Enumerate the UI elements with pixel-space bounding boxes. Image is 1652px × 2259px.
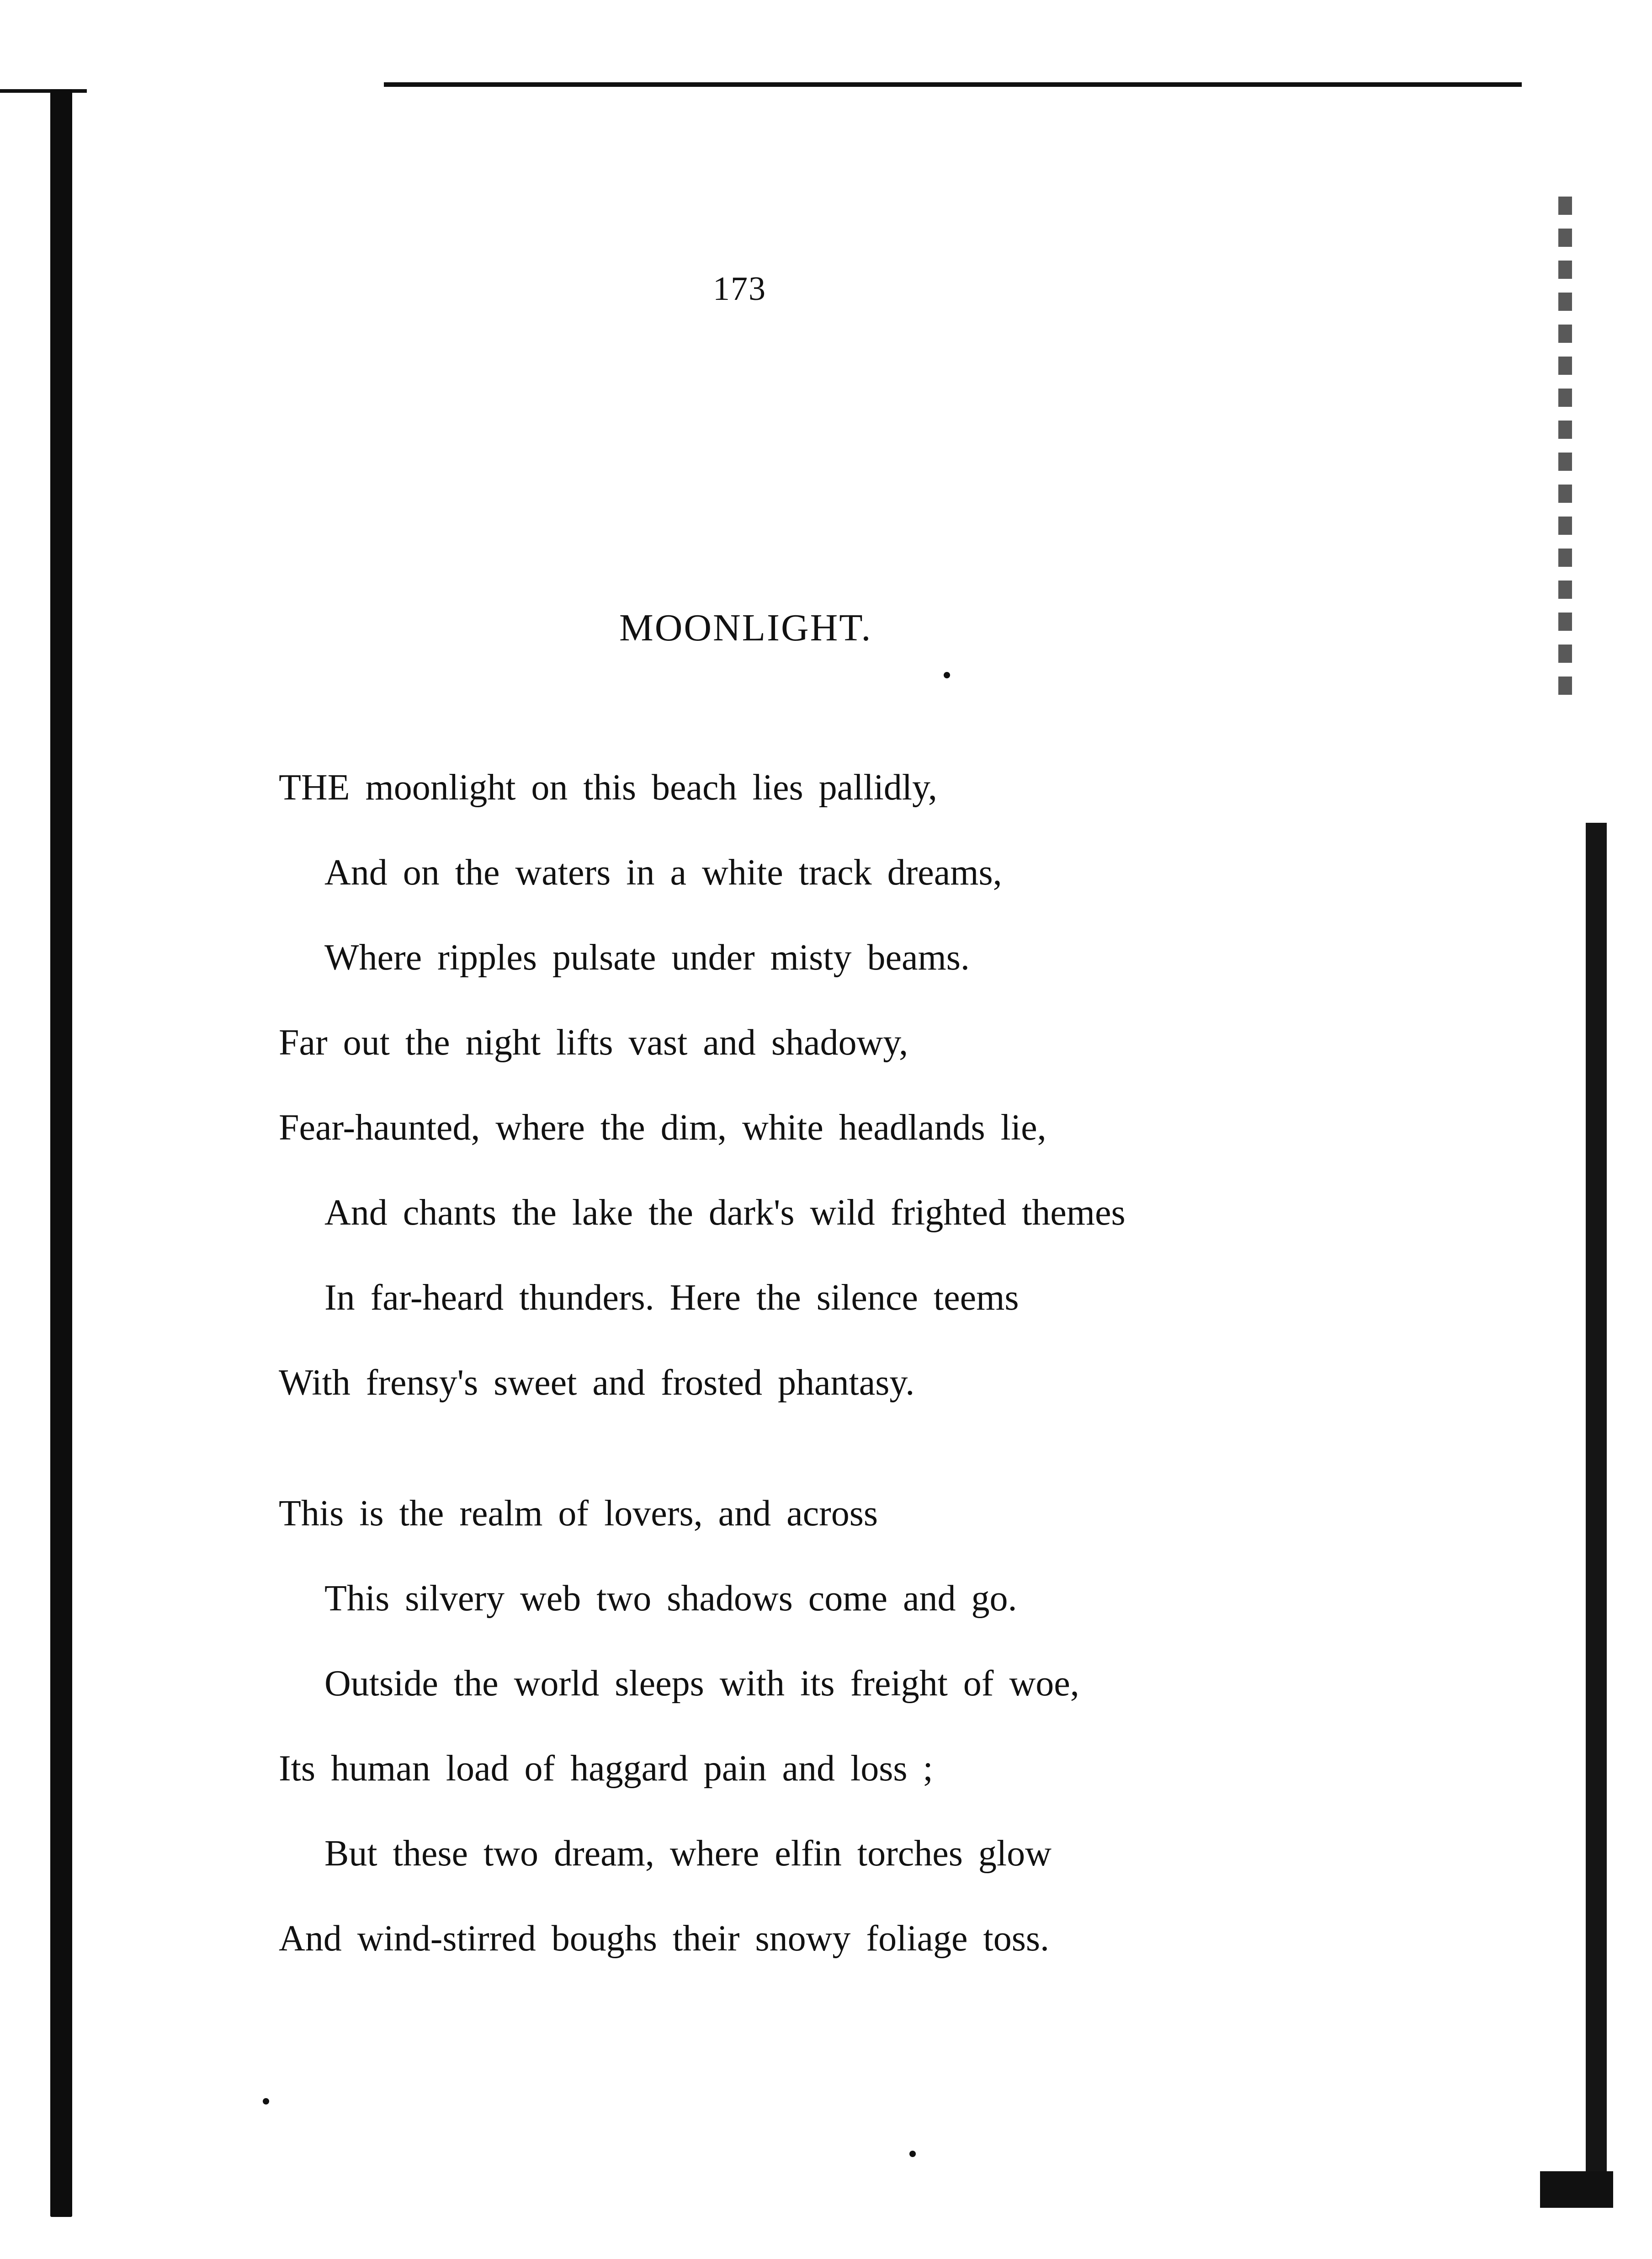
binding-edge-tick: [0, 89, 87, 93]
poem-line: And wind-stirred boughs their snowy foliage toss.: [279, 1918, 1050, 1959]
right-edge-foot: [1540, 2171, 1613, 2208]
binding-edge-shadow: [50, 89, 72, 2217]
poem-line: And chants the lake the dark's wild frighted themes: [324, 1193, 1126, 1233]
poem-line: This is the realm of lovers, and across: [279, 1493, 878, 1534]
page-top-edge: [384, 82, 1522, 87]
poem-line: Fear-haunted, where the dim, white headlands lie,: [279, 1108, 1046, 1148]
page-number: 173: [713, 270, 766, 308]
poem-line: THE moonlight on this beach lies pallidly,: [279, 767, 937, 808]
stanza-2: [279, 1471, 1540, 1981]
poem-line: Far out the night lifts vast and shadowy,: [279, 1023, 908, 1063]
poem-line: Its human load of haggard pain and loss ;: [279, 1748, 933, 1789]
poem-title: MOONLIGHT.: [619, 607, 872, 649]
poem-body: [279, 745, 1540, 1981]
ink-speck: [263, 2098, 269, 2104]
poem-line: Where ripples pulsate under misty beams.: [324, 938, 970, 978]
stanza-1: [279, 745, 1540, 1425]
poem-line: But these two dream, where elfin torches glow: [324, 1833, 1052, 1874]
poem-line: And on the waters in a white track dreams,: [324, 852, 1002, 893]
poem-line: This silvery web two shadows come and go.: [324, 1578, 1017, 1619]
ink-speck: [944, 672, 950, 678]
right-edge-shadow: [1586, 823, 1607, 2171]
ink-speck: [909, 2151, 916, 2157]
poem-line: Outside the world sleeps with its freight of woe,: [324, 1663, 1079, 1704]
poem-line: With frensy's sweet and frosted phantasy.: [279, 1363, 915, 1403]
poem-line: In far-heard thunders. Here the silence teems: [324, 1278, 1019, 1318]
stanza-break: [279, 1425, 1540, 1471]
right-edge-noise: [1558, 197, 1572, 699]
